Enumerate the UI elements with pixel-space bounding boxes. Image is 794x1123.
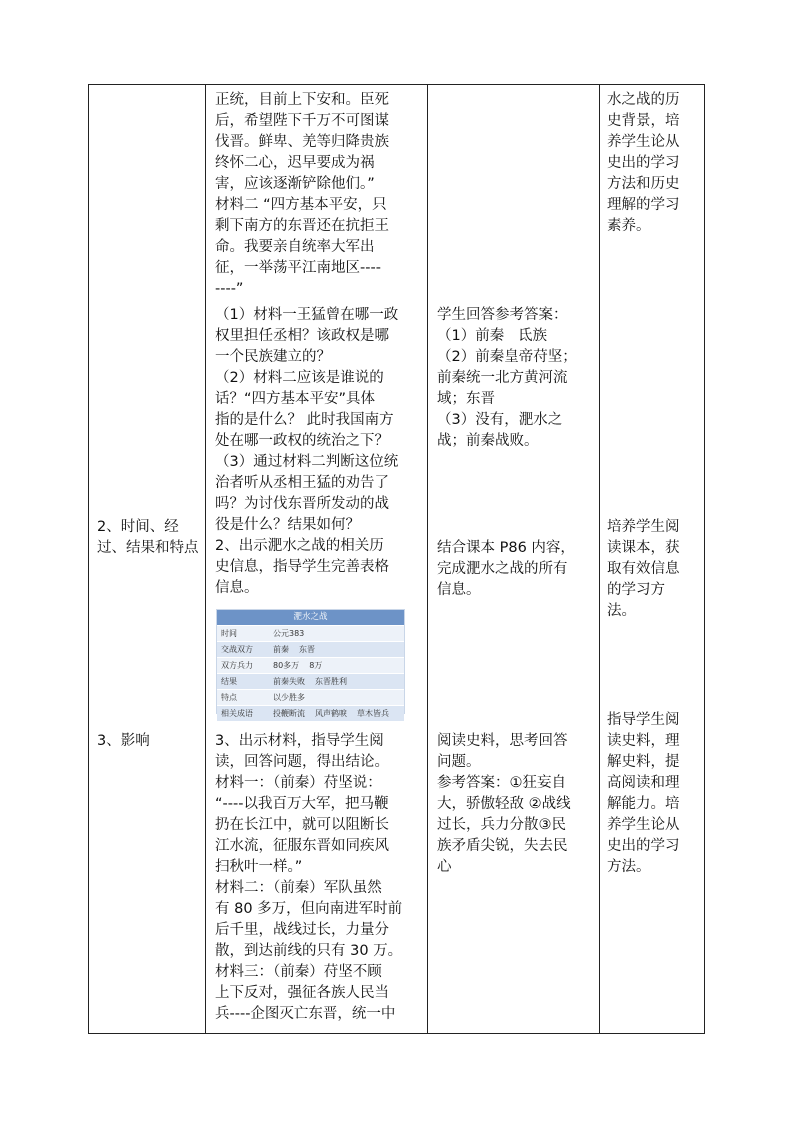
text-line: 的学习方 bbox=[607, 582, 665, 598]
text-line: 素养。 bbox=[607, 218, 651, 234]
text-line: 伐晋。鲜卑、羌等归降贵族 bbox=[215, 134, 389, 150]
text-line: 一个民族建立的？ bbox=[215, 349, 331, 365]
text-line: 后，希望陛下千万不可图谋 bbox=[215, 113, 389, 129]
text-line: （1）前秦 氐族 bbox=[437, 328, 548, 344]
text-line: 话？“四方基本平安”具体 bbox=[215, 391, 376, 407]
text-line: 2、出示淝水之战的相关历 bbox=[215, 538, 384, 554]
purpose-mid bbox=[607, 517, 699, 622]
text-line: 理解的学习 bbox=[607, 197, 680, 213]
text-line: 役是什么？结果如何？ bbox=[215, 517, 360, 533]
feishui-battle-table bbox=[216, 609, 405, 718]
text-line: ----” bbox=[215, 281, 244, 297]
text-line: 阅读史料，思考回答 bbox=[437, 733, 568, 749]
text-line: 解史料，提 bbox=[607, 754, 680, 770]
text-line: 治者听从丞相王猛的劝告了 bbox=[215, 475, 389, 491]
text-line: 指导学生阅 bbox=[607, 712, 680, 728]
text-line: 前秦统一北方黄河流 bbox=[437, 370, 568, 386]
text-line: 族矛盾尖锐，失去民 bbox=[437, 838, 568, 854]
column-divider bbox=[205, 85, 206, 1033]
text-line: 史出的学习 bbox=[607, 838, 680, 854]
text-line: 命。我要亲自统率大军出 bbox=[215, 239, 375, 255]
text-line: （2）材料二应该是谁说的 bbox=[215, 370, 384, 386]
table-row: 交战双方 前秦 东晋 bbox=[217, 641, 404, 657]
text-line: 过长，兵力分散③民 bbox=[437, 817, 566, 833]
text-line: 信息。 bbox=[437, 582, 481, 598]
table-row: 相关成语 投鞭断流 风声鹤唳 草木皆兵 bbox=[217, 705, 404, 721]
text-line: 完成淝水之战的所有 bbox=[437, 561, 568, 577]
text-line: 取有效信息 bbox=[607, 561, 680, 577]
text-line: 战；前秦战败。 bbox=[437, 433, 539, 449]
text-line: 结合课本 P86 内容， bbox=[437, 540, 575, 556]
section-time-process: 2、时间、经过、结果和特点 bbox=[97, 519, 199, 556]
text-line: 材料二：（前秦）军队虽然 bbox=[215, 880, 382, 896]
text-line: “----以我百万大军，把马鞭 bbox=[215, 796, 389, 812]
text-line: 材料三：（前秦）苻坚不顾 bbox=[215, 964, 382, 980]
text-line: 水之战的历 bbox=[607, 92, 680, 108]
textbook-block bbox=[437, 538, 595, 601]
materials-block bbox=[215, 90, 425, 300]
text-line: 大，骄傲轻敌 ②战线 bbox=[437, 796, 571, 812]
text-line: 权里担任丞相？该政权是哪 bbox=[215, 328, 389, 344]
text-line: 史信息，指导学生完善表格 bbox=[215, 559, 389, 575]
text-line: 心 bbox=[437, 859, 452, 875]
text-line: 征，一举荡平江南地区---- bbox=[215, 260, 381, 276]
text-line: 养学生论从 bbox=[607, 134, 680, 150]
table-row: 特点 以少胜多 bbox=[217, 689, 404, 705]
text-line: 指的是什么？ 此时我国南方 bbox=[215, 412, 394, 428]
text-line: 兵----企图灭亡东晋，统一中 bbox=[215, 1006, 396, 1022]
column-divider bbox=[427, 85, 428, 1033]
text-line: 方法和历史 bbox=[607, 176, 680, 192]
text-line: 有 80 多万，但向南进军时前 bbox=[215, 901, 403, 917]
text-line: 法。 bbox=[607, 603, 636, 619]
text-line: 吗？为讨伐东晋所发动的战 bbox=[215, 496, 389, 512]
text-line: （2）前秦皇帝苻坚； bbox=[437, 349, 577, 365]
text-line: 域；东晋 bbox=[437, 391, 495, 407]
text-line: 读，回答问题，得出结论。 bbox=[215, 754, 389, 770]
text-line: 上下反对，强征各族人民当 bbox=[215, 985, 389, 1001]
text-line: 史出的学习 bbox=[607, 155, 680, 171]
text-line: 扫秋叶一样。” bbox=[215, 859, 303, 875]
table-row: 时间 公元383 bbox=[217, 625, 404, 641]
text-line: 高阅读和理 bbox=[607, 775, 680, 791]
text-line: 终怀二心，迟早要成为祸 bbox=[215, 155, 375, 171]
text-line: 散，到达前线的只有 30 万。 bbox=[215, 943, 403, 959]
purpose-top bbox=[607, 90, 699, 237]
section-influence: 3、影响 bbox=[97, 733, 150, 749]
text-line: 方法。 bbox=[607, 859, 651, 875]
table-row: 双方兵力 80多万 8万 bbox=[217, 657, 404, 673]
text-line: 后千里，战线过长，力量分 bbox=[215, 922, 389, 938]
text-line: 害，应该逐渐铲除他们。” bbox=[215, 176, 375, 192]
table-title: 淝水之战 bbox=[217, 610, 404, 625]
text-line: （3）通过材料二判断这位统 bbox=[215, 454, 399, 470]
table-row: 结果 前秦失败 东晋胜利 bbox=[217, 673, 404, 689]
questions-block bbox=[215, 305, 425, 599]
text-line: 信息。 bbox=[215, 580, 259, 596]
text-line: 处在哪一政权的统治之下？ bbox=[215, 433, 389, 449]
influence-block bbox=[215, 731, 425, 1025]
text-line: 扔在长江中，就可以阻断长 bbox=[215, 817, 389, 833]
text-line: 学生回答参考答案： bbox=[437, 307, 568, 323]
answers-block bbox=[437, 305, 595, 452]
text-line: 读课本，获 bbox=[607, 540, 680, 556]
text-line: 正统，目前上下安和。臣死 bbox=[215, 92, 389, 108]
text-line: 3、出示材料，指导学生阅 bbox=[215, 733, 384, 749]
text-line: 解能力。培 bbox=[607, 796, 680, 812]
text-line: 材料二 “四方基本平安，只 bbox=[215, 197, 387, 213]
text-line: 剩下南方的东晋还在抗拒王 bbox=[215, 218, 389, 234]
text-line: 江水流，征服东晋如同疾风 bbox=[215, 838, 389, 854]
text-line: 读史料，理 bbox=[607, 733, 680, 749]
text-line: 参考答案：①狂妄自 bbox=[437, 775, 566, 791]
text-line: （3）没有，淝水之 bbox=[437, 412, 563, 428]
column-divider bbox=[599, 85, 600, 1033]
text-line: 材料一：（前秦）苻坚说： bbox=[215, 775, 382, 791]
text-line: 问题。 bbox=[437, 754, 481, 770]
reading-block bbox=[437, 731, 595, 878]
text-line: 培养学生阅 bbox=[607, 519, 680, 535]
text-line: （1）材料一王猛曾在哪一政 bbox=[215, 307, 399, 323]
text-line: 史背景，培 bbox=[607, 113, 680, 129]
text-line: 养学生论从 bbox=[607, 817, 680, 833]
purpose-bottom bbox=[607, 710, 699, 878]
